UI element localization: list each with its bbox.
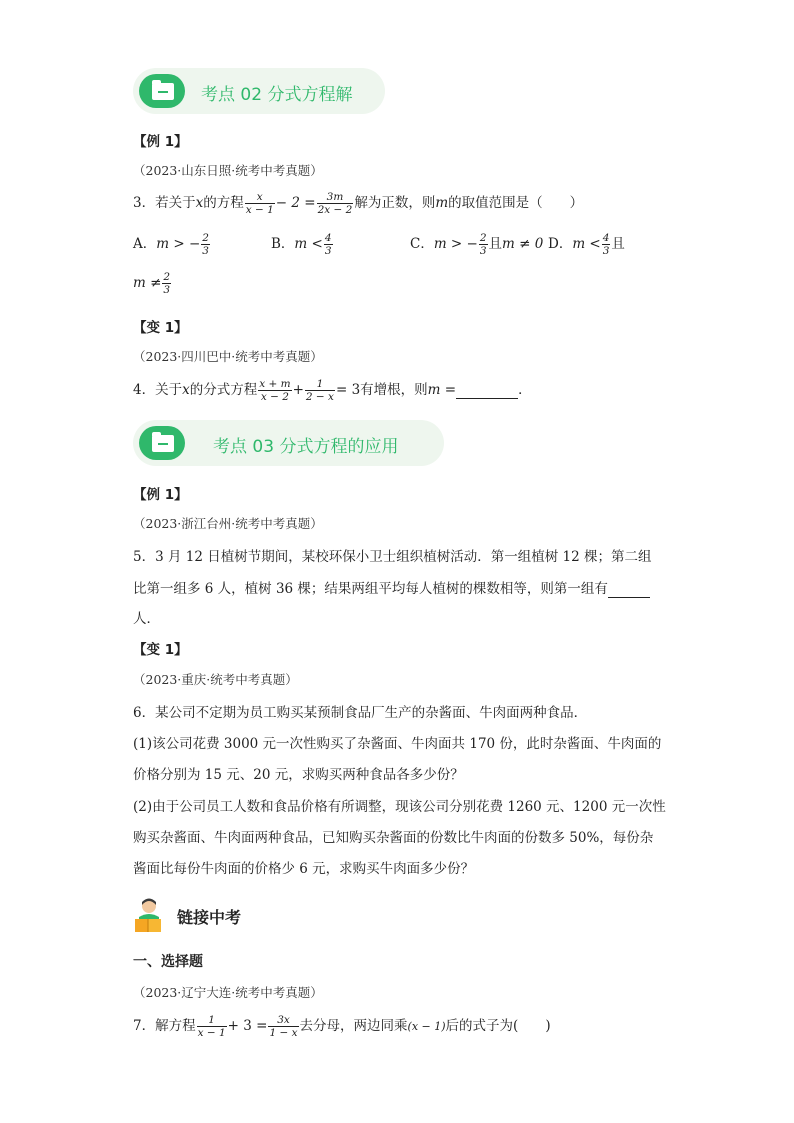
- answer-blank[interactable]: [608, 581, 650, 598]
- question-7: 7．解方程 $\frac{1}{x - 1}$ + 3 = $\frac{3x}{1 - x}$ 去分母，两边同乘(x − 1)后的式子为( ): [133, 1014, 551, 1039]
- q3-text: 的方程: [203, 195, 244, 211]
- section-header-02: [133, 68, 385, 114]
- variant-tag: 【变 1】: [133, 320, 188, 336]
- variant-tag: 【变 1】: [133, 642, 188, 658]
- var-m: m: [435, 195, 449, 211]
- option-c: C．m > − $\frac{2}{3}$ 且m ≠ 0: [410, 232, 544, 257]
- source-note: （2023·浙江台州·统考中考真题）: [133, 516, 323, 531]
- part-title: 一、选择题: [133, 954, 203, 970]
- section-title: 考点 02 分式方程解: [201, 85, 353, 105]
- section-header-03: [133, 420, 444, 466]
- q3-text: 的取值范围是（ ）: [448, 195, 584, 211]
- question-3: [133, 191, 583, 216]
- option-b: B．m < $\frac{4}{3}$: [271, 232, 332, 257]
- q3-text: 3．若关于: [133, 195, 196, 211]
- q6-line: (1)该公司花费 3000 元一次性购买了杂酱面、牛肉面共 170 份，此时杂酱面、牛肉面的: [133, 736, 662, 752]
- q6-line: 购买杂酱面、牛肉面两种食品，已知购买杂酱面的份数比牛肉面的份数多 50%，每份杂: [133, 830, 654, 846]
- folder-icon: [139, 426, 185, 460]
- option-d-cont: m ≠ $\frac{2}{3}$: [133, 271, 171, 296]
- link-title: 链接中考: [177, 908, 242, 927]
- var-x: x: [195, 195, 204, 211]
- fraction: $\frac{x}{x - 1}$: [245, 191, 274, 216]
- q5-line: 人．: [133, 611, 160, 627]
- fraction: $\frac{3m}{2x - 2}$: [317, 191, 353, 216]
- option-d: D．m < $\frac{4}{3}$ 且: [548, 232, 625, 257]
- example-tag: 【例 1】: [133, 487, 188, 503]
- q5-line: 比第一组多 6 人，植树 36 棵；结果两组平均每人植树的棵数相等，则第一组有: [133, 577, 650, 598]
- q3-text: − 2 =: [275, 195, 316, 211]
- example-tag: 【例 1】: [133, 134, 188, 150]
- question-4: 4．关于x的分式方程 $\frac{x + m}{x - 2}$ + $\frac{1}{2 - x}$ = 3有增根，则m = ．: [133, 378, 532, 403]
- q6-line: (2)由于公司员工人数和食品价格有所调整，现该公司分别花费 1260 元、1200 元一次性: [133, 799, 666, 815]
- folder-icon: [139, 74, 185, 108]
- q6-line: 价格分别为 15 元、20 元，求购买两种食品各多少份？: [133, 767, 464, 783]
- student-reading-icon: [133, 897, 163, 933]
- source-note: （2023·辽宁大连·统考中考真题）: [133, 985, 323, 1000]
- source-note: （2023·山东日照·统考中考真题）: [133, 163, 323, 178]
- answer-blank[interactable]: [456, 382, 518, 399]
- option-a: A．m > − $\frac{2}{3}$: [133, 232, 209, 257]
- source-note: （2023·重庆·统考中考真题）: [133, 672, 298, 687]
- q6-line: 酱面比每份牛肉面的价格少 6 元，求购买牛肉面多少份？: [133, 861, 475, 877]
- q3-text: 解为正数，则: [354, 195, 436, 211]
- q6-line: 6．某公司不定期为员工购买某预制食品厂生产的杂酱面、牛肉面两种食品．: [133, 705, 588, 721]
- q5-line: 5．3 月 12 日植树节期间，某校环保小卫士组织植树活动．第一组植树 12 棵；第二组: [133, 549, 652, 565]
- source-note: （2023·四川巴中·统考中考真题）: [133, 349, 323, 364]
- section-title: 考点 03 分式方程的应用: [213, 437, 399, 457]
